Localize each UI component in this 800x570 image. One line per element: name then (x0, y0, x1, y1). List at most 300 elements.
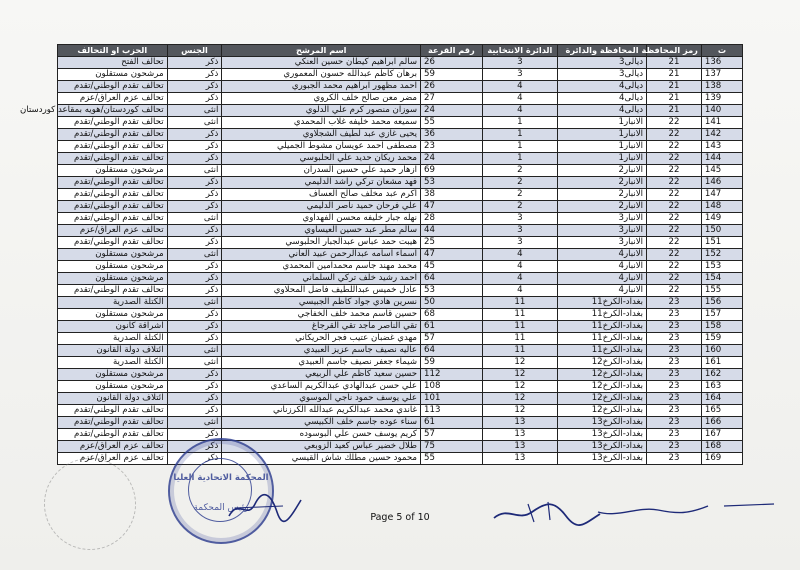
cell-party: تحالف تقدم الوطني/تقدم (58, 141, 168, 153)
cell-seq: 146 (701, 177, 742, 189)
candidates-table (20, 44, 743, 465)
cell-lot-number: 55 (421, 453, 483, 465)
cell-gender: انثى (167, 249, 222, 261)
cell-governorate-district: ديالى3 (558, 69, 647, 81)
cell-seq: 148 (701, 201, 742, 213)
cell-lot-number: 75 (421, 441, 483, 453)
cell-lot-number: 57 (421, 429, 483, 441)
cell-district: 1 (482, 153, 557, 165)
cell-gender: ذكر (167, 81, 222, 93)
cell-governorate-district: بغداد-الكرخ13 (558, 453, 647, 465)
stamp-text-bottom: رئيس المحكمة (193, 503, 249, 513)
cell-lot-number: 23 (421, 141, 483, 153)
cell-lot-number: 38 (421, 189, 483, 201)
header-seq: ت (701, 45, 742, 57)
cell-governorate-district: بغداد-الكرخ11 (558, 345, 647, 357)
cell-gender: انثى (167, 165, 222, 177)
cell-lot-number: 69 (421, 165, 483, 177)
cell-party: مرشحون مستقلون (58, 249, 168, 261)
cell-candidate-name: سالم ابراهيم كيطان حسين العنكي (222, 57, 421, 69)
cell-lot-number: 28 (421, 213, 483, 225)
table-row (58, 405, 743, 417)
table-row (58, 237, 743, 249)
cell-governorate-district: الانبار4 (558, 261, 647, 273)
cell-party: تحالف تقدم الوطني/تقدم (58, 237, 168, 249)
header-party: الحزب او التحالف (58, 45, 168, 57)
cell-district: 2 (482, 201, 557, 213)
cell-governorate-code: 23 (647, 333, 702, 345)
cell-lot-number: 26 (421, 57, 483, 69)
cell-governorate-code: 21 (647, 57, 702, 69)
cell-seq: 166 (701, 417, 742, 429)
table-row (58, 225, 743, 237)
cell-party: مرشحون مستقلون (58, 165, 168, 177)
cell-lot-number: 113 (421, 405, 483, 417)
cell-district: 11 (482, 333, 557, 345)
cell-candidate-name: اكرم عبد مخلف صالح العساف (222, 189, 421, 201)
cell-seq: 145 (701, 165, 742, 177)
cell-lot-number: 61 (421, 417, 483, 429)
cell-seq: 153 (701, 261, 742, 273)
cell-candidate-name: عادل خميس عبداللطيف فاضل المحلاوي (222, 285, 421, 297)
cell-governorate-code: 22 (647, 117, 702, 129)
cell-party: تحالف تقدم الوطني/تقدم (58, 417, 168, 429)
cell-governorate-district: الانبار2 (558, 201, 647, 213)
cell-lot-number: 57 (421, 333, 483, 345)
cell-gender: ذكر (167, 189, 222, 201)
cell-lot-number: 47 (421, 249, 483, 261)
cell-party: تحالف تقدم الوطني/تقدم (58, 213, 168, 225)
cell-district: 3 (482, 57, 557, 69)
cell-governorate-district: الانبار4 (558, 285, 647, 297)
table-row (58, 273, 743, 285)
cell-lot-number: 68 (421, 309, 483, 321)
cell-candidate-name: اسماء اسامه عبدالرحمن عبيد العاني (222, 249, 421, 261)
cell-governorate-code: 23 (647, 297, 702, 309)
cell-governorate-code: 22 (647, 285, 702, 297)
cell-lot-number: 50 (421, 297, 483, 309)
table-row (58, 429, 743, 441)
cell-seq: 167 (701, 429, 742, 441)
cell-governorate-district: الانبار3 (558, 225, 647, 237)
cell-seq: 156 (701, 297, 742, 309)
table-row (58, 177, 743, 189)
table-row (58, 201, 743, 213)
header-governorate-district: المحافظة والدائرة (558, 45, 647, 57)
cell-candidate-name: فهد مشعان تركي راشد الدليمي (222, 177, 421, 189)
table-row (58, 381, 743, 393)
table-row (58, 165, 743, 177)
cell-district: 13 (482, 429, 557, 441)
cell-candidate-name: سميعه محمد خليفه غلاب المحمدي (222, 117, 421, 129)
cell-seq: 144 (701, 153, 742, 165)
cell-governorate-district: الانبار3 (558, 213, 647, 225)
cell-governorate-district: بغداد-الكرخ11 (558, 309, 647, 321)
cell-gender: ذكر (167, 201, 222, 213)
table-row (58, 153, 743, 165)
table-row (58, 285, 743, 297)
cell-gender: انثى (167, 345, 222, 357)
cell-governorate-code: 22 (647, 225, 702, 237)
cell-seq: 165 (701, 405, 742, 417)
cell-district: 3 (482, 225, 557, 237)
table-row (58, 261, 743, 273)
cell-lot-number: 61 (421, 321, 483, 333)
cell-district: 12 (482, 381, 557, 393)
cell-seq: 155 (701, 285, 742, 297)
table-row (58, 129, 743, 141)
cell-candidate-name: محمود حسين مطلك شاش القيسي (222, 453, 421, 465)
cell-district: 1 (482, 141, 557, 153)
cell-party: تحالف تقدم الوطني/تقدم (58, 81, 168, 93)
cell-district: 12 (482, 393, 557, 405)
cell-gender: ذكر (167, 129, 222, 141)
cell-party: مرشحون مستقلون (58, 381, 168, 393)
cell-gender: ذكر (167, 405, 222, 417)
cell-district: 1 (482, 117, 557, 129)
cell-governorate-code: 23 (647, 357, 702, 369)
cell-gender: ذكر (167, 261, 222, 273)
cell-gender: ذكر (167, 369, 222, 381)
cell-candidate-name: علي حسن عبدالهادي عبدالكريم الساعدي (222, 381, 421, 393)
table-row (58, 105, 743, 117)
cell-lot-number: 59 (421, 357, 483, 369)
cell-gender: ذكر (167, 237, 222, 249)
table-row (58, 357, 743, 369)
cell-candidate-name: كريم يوسف حسن علي البوسوده (222, 429, 421, 441)
cell-seq: 159 (701, 333, 742, 345)
cell-candidate-name: برهان كاظم عبدالله حسون المعموري (222, 69, 421, 81)
cell-governorate-district: بغداد-الكرخ12 (558, 369, 647, 381)
cell-party: تحالف عزم العراق/عزم (58, 225, 168, 237)
cell-candidate-name: تقي الناصر ماجد تقي القرجاغ (222, 321, 421, 333)
cell-governorate-code: 21 (647, 81, 702, 93)
cell-party: تحالف تقدم الوطني/تقدم (58, 405, 168, 417)
cell-district: 12 (482, 405, 557, 417)
cell-governorate-district: الانبار1 (558, 117, 647, 129)
cell-gender: ذكر (167, 273, 222, 285)
cell-candidate-name: طلال خضير عباس كعيد الزوبعي (222, 441, 421, 453)
cell-governorate-code: 22 (647, 189, 702, 201)
cell-gender: ذكر (167, 441, 222, 453)
cell-governorate-district: بغداد-الكرخ13 (558, 441, 647, 453)
cell-candidate-name: مصطفى احمد عويسان مشوط الجميلي (222, 141, 421, 153)
cell-seq: 140 (701, 105, 742, 117)
cell-seq: 149 (701, 213, 742, 225)
cell-party: اشراقة كانون (58, 321, 168, 333)
table-row (58, 393, 743, 405)
cell-gender: ذكر (167, 177, 222, 189)
cell-governorate-district: الانبار2 (558, 165, 647, 177)
cell-district: 11 (482, 297, 557, 309)
cell-seq: 136 (701, 57, 742, 69)
table-row (58, 345, 743, 357)
cell-governorate-code: 23 (647, 309, 702, 321)
cell-district: 4 (482, 273, 557, 285)
cell-party: تحالف عزم العراق/عزم (58, 453, 168, 465)
cell-candidate-name: حسين سعيد كاظم علي الربيعي (222, 369, 421, 381)
cell-district: 2 (482, 177, 557, 189)
cell-governorate-district: بغداد-الكرخ13 (558, 429, 647, 441)
cell-governorate-district: بغداد-الكرخ11 (558, 333, 647, 345)
cell-party: تحالف تقدم الوطني/تقدم (58, 117, 168, 129)
cell-candidate-name: محمد ريكان حديد علي الحلبوسي (222, 153, 421, 165)
cell-governorate-code: 22 (647, 249, 702, 261)
cell-gender: ذكر (167, 141, 222, 153)
cell-governorate-code: 23 (647, 453, 702, 465)
cell-party: تحالف تقدم الوطني/تقدم (58, 285, 168, 297)
cell-gender: ذكر (167, 57, 222, 69)
page-number: Page 5 of 10 (370, 512, 430, 523)
cell-governorate-code: 23 (647, 405, 702, 417)
cell-seq: 143 (701, 141, 742, 153)
table-row (58, 93, 743, 105)
cell-governorate-code: 23 (647, 369, 702, 381)
cell-governorate-code: 21 (647, 93, 702, 105)
cell-lot-number: 53 (421, 285, 483, 297)
table-row (58, 81, 743, 93)
table-row (58, 321, 743, 333)
cell-governorate-district: بغداد-الكرخ12 (558, 381, 647, 393)
cell-lot-number: 59 (421, 69, 483, 81)
cell-seq: 151 (701, 237, 742, 249)
cell-governorate-code: 23 (647, 441, 702, 453)
cell-governorate-district: بغداد-الكرخ12 (558, 393, 647, 405)
table-row (58, 297, 743, 309)
cell-party: تحالف تقدم الوطني/تقدم (58, 129, 168, 141)
cell-gender: ذكر (167, 381, 222, 393)
cell-candidate-name: يحيى غازي عبد لطيف الشجلاوي (222, 129, 421, 141)
table-row (58, 333, 743, 345)
cell-seq: 157 (701, 309, 742, 321)
cell-governorate-district: الانبار4 (558, 273, 647, 285)
cell-district: 4 (482, 105, 557, 117)
cell-seq: 141 (701, 117, 742, 129)
cell-governorate-code: 22 (647, 177, 702, 189)
table-header (58, 45, 743, 57)
cell-party: ائتلاف دولة القانون (58, 345, 168, 357)
cell-party: تحالف تقدم الوطني/تقدم (58, 429, 168, 441)
cell-district: 3 (482, 237, 557, 249)
cell-governorate-code: 22 (647, 165, 702, 177)
cell-party: الكتلة الصدرية (58, 333, 168, 345)
cell-lot-number: 24 (421, 105, 483, 117)
cell-district: 1 (482, 129, 557, 141)
cell-seq: 158 (701, 321, 742, 333)
header-candidate-name: اسم المرشح (222, 45, 421, 57)
cell-candidate-name: سوزان منصور كرم علي الدلوي (222, 105, 421, 117)
cell-gender: ذكر (167, 453, 222, 465)
cell-party: ائتلاف دولة القانون (58, 393, 168, 405)
cell-governorate-district: ديالى3 (558, 57, 647, 69)
stamp-text-top: المحكمة الاتحادية العليا (173, 473, 269, 483)
cell-gender: ذكر (167, 225, 222, 237)
cell-governorate-code: 22 (647, 129, 702, 141)
cell-candidate-name: سالم مطر عبد حسين العيساوي (222, 225, 421, 237)
cell-candidate-name: احمد مظهور ابراهيم محمد الجبوري (222, 81, 421, 93)
table-row (58, 309, 743, 321)
cell-governorate-district: الانبار1 (558, 141, 647, 153)
cell-party: تحالف عزم العراق/عزم (58, 441, 168, 453)
cell-district: 11 (482, 345, 557, 357)
cell-governorate-district: الانبار1 (558, 153, 647, 165)
cell-lot-number: 24 (421, 153, 483, 165)
cell-district: 4 (482, 285, 557, 297)
cell-seq: 162 (701, 369, 742, 381)
cell-governorate-district: ديالى4 (558, 81, 647, 93)
cell-gender: ذكر (167, 429, 222, 441)
cell-candidate-name: احمد رشيد خلف تركي السلماني (222, 273, 421, 285)
cell-party: مرشحون مستقلون (58, 273, 168, 285)
cell-district: 3 (482, 69, 557, 81)
cell-governorate-code: 22 (647, 261, 702, 273)
signature-right (488, 488, 778, 530)
cell-gender: ذكر (167, 393, 222, 405)
cell-district: 12 (482, 369, 557, 381)
table-row (58, 189, 743, 201)
cell-governorate-district: الانبار1 (558, 129, 647, 141)
cell-governorate-district: الانبار2 (558, 189, 647, 201)
cell-governorate-code: 23 (647, 417, 702, 429)
cell-governorate-code: 22 (647, 237, 702, 249)
cell-district: 4 (482, 93, 557, 105)
cell-candidate-name: مضر معن صالح خلف الكروي (222, 93, 421, 105)
table-row (58, 57, 743, 69)
cell-governorate-district: ديالى4 (558, 105, 647, 117)
cell-party: تحالف الفتح (58, 57, 168, 69)
cell-gender: ذكر (167, 285, 222, 297)
cell-seq: 142 (701, 129, 742, 141)
cell-district: 3 (482, 213, 557, 225)
table-row (58, 369, 743, 381)
cell-governorate-district: بغداد-الكرخ13 (558, 417, 647, 429)
cell-seq: 160 (701, 345, 742, 357)
cell-district: 13 (482, 453, 557, 465)
cell-candidate-name: نهله جبار خليفه محسن الفهداوي (222, 213, 421, 225)
cell-governorate-code: 22 (647, 153, 702, 165)
cell-seq: 154 (701, 273, 742, 285)
cell-candidate-name: علي فرحان حميد ناصر الدليمي (222, 201, 421, 213)
cell-governorate-code: 22 (647, 201, 702, 213)
cell-lot-number: 53 (421, 177, 483, 189)
cell-lot-number: 26 (421, 81, 483, 93)
cell-lot-number: 44 (421, 225, 483, 237)
cell-governorate-district: الانبار4 (558, 249, 647, 261)
cell-district: 4 (482, 81, 557, 93)
cell-candidate-name: شيماء جعفر نصيف جاسم العبيدي (222, 357, 421, 369)
cell-district: 2 (482, 189, 557, 201)
cell-party: مرشحون مستقلون (58, 369, 168, 381)
cell-seq: 147 (701, 189, 742, 201)
cell-seq: 161 (701, 357, 742, 369)
cell-gender: انثى (167, 297, 222, 309)
cell-gender: انثى (167, 357, 222, 369)
cell-candidate-name: علي يوسف حمود ناجي الموسوي (222, 393, 421, 405)
cell-governorate-code: 21 (647, 69, 702, 81)
cell-party: تحالف تقدم الوطني/تقدم (58, 177, 168, 189)
cell-governorate-district: ديالى4 (558, 93, 647, 105)
cell-lot-number: 108 (421, 381, 483, 393)
cell-gender: ذكر (167, 93, 222, 105)
cell-party: تحالف كوردستان/هويه بمقاعد كوردستان (58, 105, 168, 117)
cell-governorate-code: 23 (647, 321, 702, 333)
cell-seq: 152 (701, 249, 742, 261)
cell-gender: ذكر (167, 333, 222, 345)
cell-seq: 138 (701, 81, 742, 93)
cell-seq: 137 (701, 69, 742, 81)
cell-district: 2 (482, 165, 557, 177)
cell-governorate-district: بغداد-الكرخ11 (558, 321, 647, 333)
cell-gender: انثى (167, 417, 222, 429)
cell-candidate-name: ازهار حميد علي حسين السدران (222, 165, 421, 177)
cell-gender: انثى (167, 105, 222, 117)
cell-party: تحالف تقدم الوطني/تقدم (58, 189, 168, 201)
cell-seq: 163 (701, 381, 742, 393)
table-row (58, 213, 743, 225)
cell-district: 13 (482, 417, 557, 429)
cell-governorate-code: 22 (647, 273, 702, 285)
cell-district: 4 (482, 249, 557, 261)
cell-governorate-code: 23 (647, 381, 702, 393)
table-row (58, 117, 743, 129)
cell-governorate-code: 23 (647, 345, 702, 357)
cell-candidate-name: محمد مهند جاسم محمدامين المحمدي (222, 261, 421, 273)
cell-candidate-name: مهدي غضبان عتيب فجر الحريكاني (222, 333, 421, 345)
cell-district: 12 (482, 357, 557, 369)
cell-lot-number: 47 (421, 201, 483, 213)
cell-seq: 164 (701, 393, 742, 405)
header-gender: الجنس (167, 45, 222, 57)
cell-party: مرشحون مستقلون (58, 309, 168, 321)
cell-governorate-district: الانبار3 (558, 237, 647, 249)
cell-lot-number: 45 (421, 261, 483, 273)
cell-party: تحالف تقدم الوطني/تقدم (58, 153, 168, 165)
table-row (58, 417, 743, 429)
cell-party: تحالف عزم العراق/عزم (58, 93, 168, 105)
cell-gender: انثى (167, 117, 222, 129)
cell-governorate-district: الانبار2 (558, 177, 647, 189)
cell-governorate-district: بغداد-الكرخ12 (558, 405, 647, 417)
cell-governorate-district: بغداد-الكرخ11 (558, 297, 647, 309)
table-row (58, 249, 743, 261)
cell-lot-number: 101 (421, 393, 483, 405)
header-district: الدائرة الانتخابية (482, 45, 557, 57)
cell-gender: انثى (167, 213, 222, 225)
cell-candidate-name: سناء عوده جاسم خلف الكبيسي (222, 417, 421, 429)
cell-lot-number: 64 (421, 345, 483, 357)
cell-party: مرشحون مستقلون (58, 69, 168, 81)
cell-district: 4 (482, 261, 557, 273)
cell-seq: 139 (701, 93, 742, 105)
cell-governorate-code: 23 (647, 393, 702, 405)
cell-party: مرشحون مستقلون (58, 261, 168, 273)
cell-party: الكتلة الصدرية (58, 297, 168, 309)
cell-governorate-district: بغداد-الكرخ12 (558, 357, 647, 369)
cell-seq: 150 (701, 225, 742, 237)
cell-gender: ذكر (167, 153, 222, 165)
cell-lot-number: 55 (421, 117, 483, 129)
cell-governorate-code: 23 (647, 429, 702, 441)
cell-governorate-code: 21 (647, 105, 702, 117)
cell-lot-number: 36 (421, 129, 483, 141)
faded-stamp (44, 458, 136, 550)
cell-governorate-code: 22 (647, 213, 702, 225)
table-row (58, 141, 743, 153)
header-governorate-code: رمز المحافظة (647, 45, 702, 57)
cell-governorate-code: 22 (647, 141, 702, 153)
table-row (58, 441, 743, 453)
table-row (58, 453, 743, 465)
